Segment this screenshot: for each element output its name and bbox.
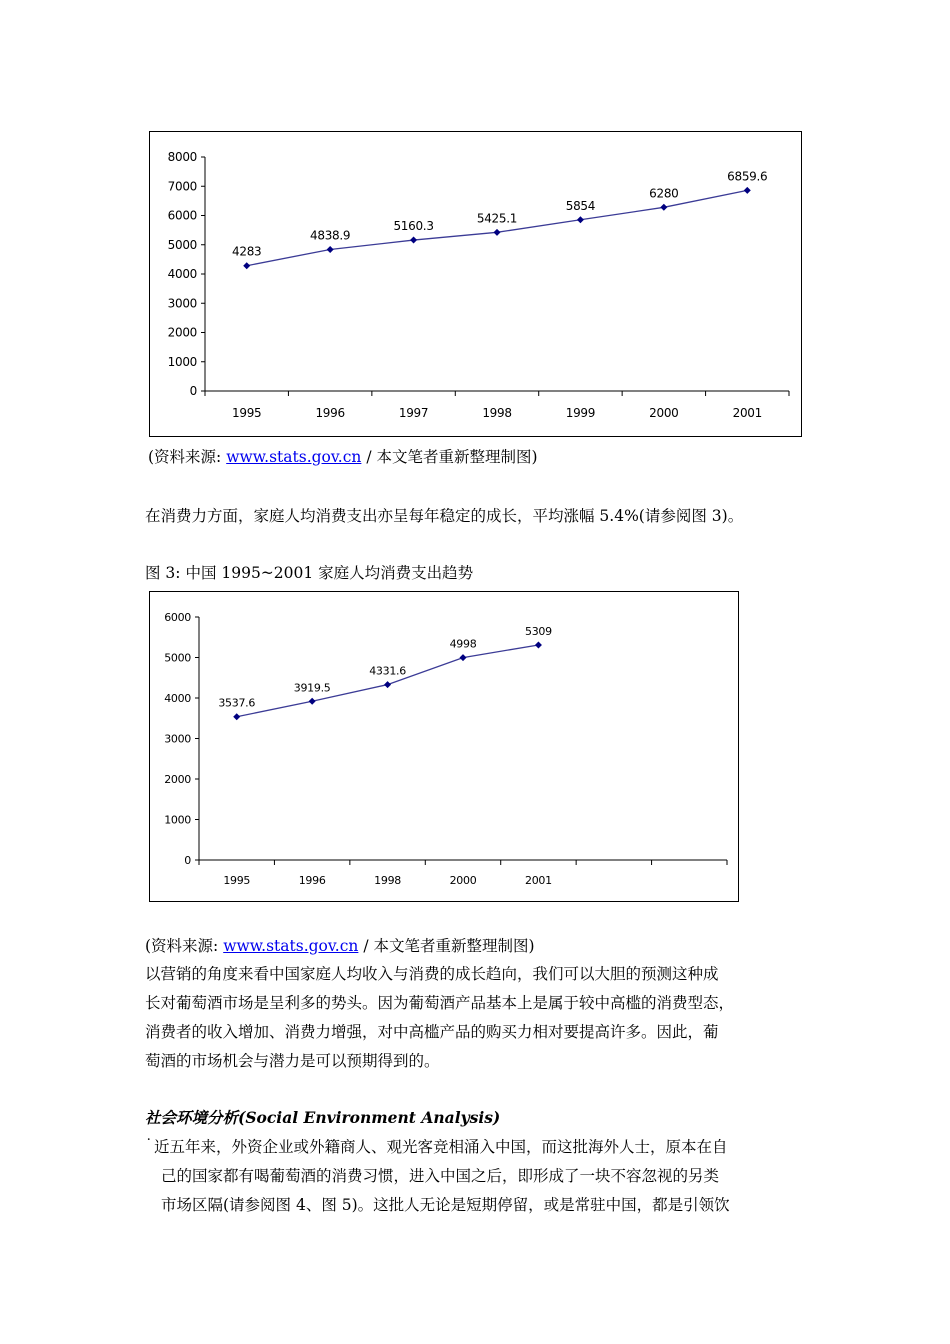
consumption-trend-chart (149, 591, 739, 902)
y-tick-label: 7000 (167, 179, 197, 194)
data-label: 4838.9 (310, 228, 351, 243)
paragraph-social-line-2: 己的国家都有喝葡萄酒的消费习惯，进入中国之后，即形成了一块不容忽视的另类 (161, 1167, 720, 1185)
data-label: 3919.5 (293, 681, 331, 695)
consumption-trend-chart-svg (150, 592, 738, 901)
y-tick-label: 6000 (164, 611, 191, 624)
paragraph-social-line-3: 市场区隔(请参阅图 4、图 5)。这批人无论是短期停留，或是常驻中国，都是引领饮 (161, 1196, 730, 1214)
paragraph-consumption: 在消费力方面，家庭人均消费支出亦呈每年稳定的成长，平均涨幅 5.4%(请参阅图 3)。 (145, 507, 744, 525)
source-suffix: / 本文笔者重新整理制图) (361, 448, 538, 466)
source-suffix: / 本文笔者重新整理制图) (358, 937, 535, 955)
source-note-1 (148, 445, 538, 469)
paragraph-marketing-line-2: 长对葡萄酒市场是呈利多的势头。因为葡萄酒产品基本上是属于较中高槛的消费型态， (145, 994, 735, 1012)
data-label: 5854 (565, 198, 596, 213)
x-tick-label: 1996 (298, 874, 326, 887)
source-link[interactable]: www.stats.gov.cn (223, 937, 359, 955)
bullet-mark: ˙ (145, 1136, 153, 1154)
data-point (327, 246, 334, 253)
data-label: 5425.1 (476, 211, 518, 226)
section-heading-social: 社会环境分析(Social Environment Analysis) (145, 1108, 501, 1127)
y-tick-label: 1000 (167, 354, 197, 369)
x-tick-label: 1995 (223, 874, 251, 887)
x-tick-label: 1996 (315, 406, 345, 420)
y-tick-label: 3000 (167, 296, 197, 311)
data-point (309, 698, 316, 705)
x-tick-label: 1995 (232, 406, 262, 420)
source-note-2 (145, 934, 535, 958)
paragraph-social-line-1: 近五年来，外资企业或外籍商人、观光客竞相涌入中国，而这批海外人士，原本在自 (154, 1138, 728, 1156)
y-tick-label: 8000 (167, 150, 197, 164)
y-tick-label: 4000 (167, 267, 197, 281)
series-line (237, 645, 539, 717)
data-point (744, 187, 751, 194)
source-prefix: (资料来源: (145, 937, 224, 955)
y-tick-label: 0 (184, 854, 191, 867)
data-point (577, 216, 584, 223)
data-point (410, 237, 417, 244)
y-tick-label: 2000 (167, 325, 197, 340)
y-tick-label: 5000 (167, 237, 197, 252)
source-prefix: (资料来源: (148, 448, 227, 466)
y-tick-label: 2000 (164, 773, 191, 786)
paragraph-marketing-line-1: 以营销的角度来看中国家庭人均收入与消费的成长趋向，我们可以大胆的预测这种成 (145, 965, 719, 983)
y-tick-label: 3000 (164, 732, 191, 746)
data-label: 4998 (449, 637, 477, 651)
y-tick-label: 1000 (164, 813, 191, 827)
data-label: 5309 (525, 624, 552, 638)
data-label: 5160.3 (393, 219, 434, 234)
x-tick-label: 2001 (525, 874, 552, 887)
data-label: 6280 (649, 186, 679, 201)
y-tick-label: 4000 (164, 692, 191, 705)
data-point (384, 681, 391, 688)
figure-3-caption: 图 3: 中国 1995~2001 家庭人均消费支出趋势 (145, 564, 474, 582)
x-tick-label: 1997 (398, 406, 429, 420)
data-label: 6859.6 (727, 169, 768, 184)
data-point (243, 262, 250, 269)
y-tick-label: 5000 (164, 651, 191, 665)
paragraph-marketing-line-3: 消费者的收入增加、消费力增强，对中高槛产品的购买力相对要提高许多。因此，葡 (145, 1023, 719, 1041)
data-label: 4331.6 (369, 664, 406, 678)
x-tick-label: 1999 (565, 406, 596, 420)
data-label: 3537.6 (218, 696, 256, 710)
x-tick-label: 1998 (374, 874, 401, 887)
income-trend-chart-svg (150, 132, 801, 436)
data-point (233, 713, 240, 720)
data-point (460, 654, 467, 661)
data-point (660, 204, 667, 211)
data-point (494, 229, 501, 236)
paragraph-marketing-line-4: 萄酒的市场机会与潜力是可以预期得到的。 (145, 1052, 440, 1070)
x-tick-label: 1998 (482, 406, 512, 420)
x-tick-label: 2000 (449, 874, 477, 887)
source-link[interactable]: www.stats.gov.cn (226, 448, 362, 466)
data-point (535, 641, 542, 648)
x-tick-label: 2001 (732, 406, 762, 420)
x-tick-label: 2000 (649, 406, 679, 420)
y-tick-label: 6000 (167, 208, 197, 223)
y-tick-label: 0 (189, 384, 197, 398)
income-trend-chart (149, 131, 802, 437)
data-label: 4283 (232, 244, 262, 259)
